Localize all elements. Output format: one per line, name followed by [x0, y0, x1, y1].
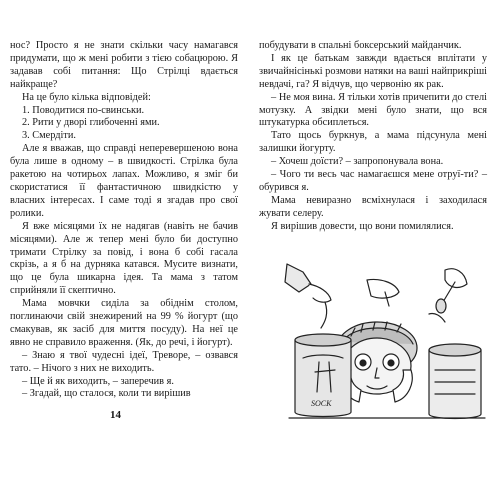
paragraph: Але я вважав, що справді неперевершеною вона була лише в одному – в швидкості. Стрілка була ракетою на чотирьох лапах. Можливо, я зміг би скористатися її фантастичною швидкістю у власних інтересах. І саме тоді я згадав про свої ролики. — [10, 143, 238, 219]
paragraph: На це було кілька відповідей: — [22, 91, 151, 103]
paragraph: Мама мовчки сиділа за обіднім столом, поглинаючи свій знежирений на 99 % йогурт (що смакував, як засіб для миття посуду). На неї це явно не справило враження. (Як, до речі, і йогурт). — [10, 298, 238, 348]
paragraph: – Згадай, що сталося, коли ти вирішив — [22, 388, 191, 400]
can-label: SOCK — [311, 399, 332, 408]
paragraph: Мама невиразно всміхнулася і заходилася жувати селеру. — [259, 194, 487, 219]
paragraph: Я вже місяцями їх не надягав (навіть не бачив місяцями). Але ж тепер мені було би доступно тримати Стрілку за повід, і вона б собі гасала скрізь, а я б на дурняка катався. Мусите визнати, що це була шикарна ідея. Та мама з татом сприйняли її скептично. — [10, 220, 238, 297]
paragraph: – Не моя вина. Я тільки хотів причепити до стелі мотузку. А звідки мені було знати, що вся штукатурка обсиплеться. — [259, 91, 487, 129]
page-number: 14 — [110, 409, 121, 421]
paragraph: нос? Просто я не знати скільки часу намагався придумати, що ж мені робити з тією собацюрою. Я задавав собі питання: Що Стрілці вдається найкраще? — [10, 40, 238, 90]
paragraph: І як це батькам завжди вдається вплітати у звичайнісінькі розмови натяки на ваші найприкріші невдачі, га? Я відчув, що червонію як рак. — [259, 52, 487, 90]
paragraph: Я вирішив довести, що вони помилялися. — [271, 220, 454, 232]
illustration — [259, 262, 491, 422]
paragraph: – Чого ти весь час намагаєшся мене отруї-ти? – обурився я. — [259, 169, 487, 193]
list-item: 1. Поводитися по-свинськи. — [22, 104, 145, 116]
paragraph: – Ще й як виходить, – заперечив я. — [22, 375, 174, 387]
boy-with-cans-drawing — [259, 262, 491, 422]
list-item: 2. Рити у дворі глибоченні ями. — [22, 117, 160, 129]
right-text-column — [259, 40, 487, 234]
paragraph: побудувати в спальні боксерський майданчик. — [259, 40, 462, 51]
paragraph: – Хочеш доїсти? – запропонувала вона. — [271, 156, 444, 168]
left-text-column — [10, 40, 238, 401]
list-item: 3. Смердіти. — [22, 130, 76, 142]
paragraph: Тато щось буркнув, а мама підсунула мені залишки йогурту. — [259, 130, 487, 155]
paragraph: – Знаю я твої чудесні ідеї, Треворе, – озвався тато. – Нічого з них не виходить. — [10, 349, 238, 374]
